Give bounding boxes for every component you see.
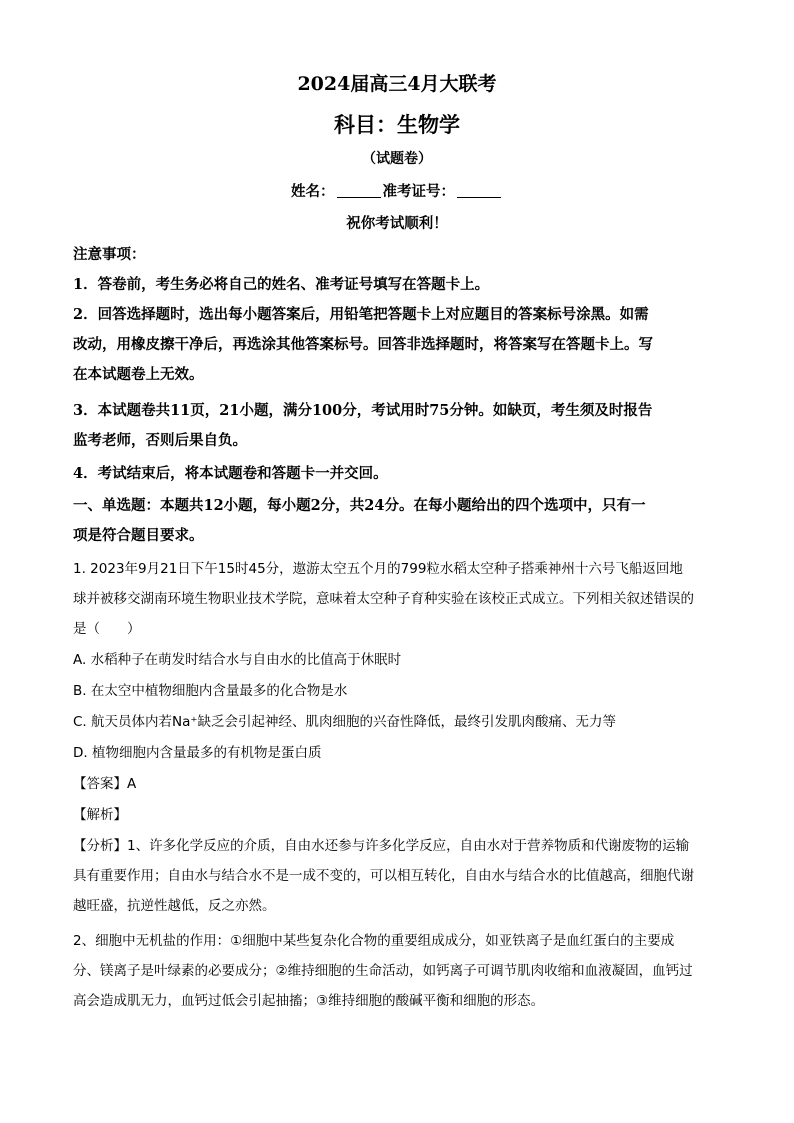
name-blank — [337, 183, 381, 198]
option-d: D. 植物细胞内含量最多的有机物是蛋白质 — [73, 745, 322, 761]
notice-line: 2．回答选择题时，选出每小题答案后，用铅笔把答题卡上对应题目的答案标号涂黑。如需 — [73, 306, 649, 323]
subject-title: 科目：生物学 — [334, 112, 460, 137]
exam-id-label: 准考证号： — [382, 183, 455, 200]
exam-id-blank — [457, 183, 501, 198]
paper-label: （试题卷） — [362, 151, 432, 167]
notice-line: 在本试题卷上无效。 — [73, 366, 204, 383]
notice-item-4 — [73, 459, 723, 489]
analysis-line: 2、细胞中无机盐的作用：①细胞中某些复杂化合物的重要组成成分，如亚铁离子是血红蛋白的主要成 — [73, 933, 675, 949]
section-line: 项是符合题目要求。 — [73, 527, 204, 544]
analysis-paragraph-2 — [73, 926, 723, 1016]
candidate-info-line — [0, 180, 794, 204]
answer-line: 【答案】A — [73, 776, 137, 792]
analysis-line: 高会造成肌无力，血钙过低会引起抽搐；③维持细胞的酸碱平衡和细胞的形态。 — [73, 993, 545, 1009]
notice-line: 改动，用橡皮擦干净后，再选涂其他答案标号。回答非选择题时，将答案写在答题卡上。写 — [73, 336, 653, 353]
notice-line: 监考老师，否则后果自负。 — [73, 432, 247, 449]
analysis-paragraph-1 — [73, 831, 723, 921]
analysis-line: 越旺盛，抗逆性越低，反之亦然。 — [73, 898, 276, 914]
section-line: 一、单选题：本题共12小题，每小题2分，共24分。在每小题给出的四个选项中，只有一 — [73, 497, 646, 514]
option-c: C. 航天员体内若Na⁺缺乏会引起神经、肌肉细胞的兴奋性降低，最终引发肌肉酸痛、无力等 — [73, 714, 617, 730]
section-heading — [73, 491, 723, 551]
stem-line: 球并被移交湖南环境生物职业技术学院，意味着太空种子育种实验在该校正式成立。下列相关叙述错误的 — [73, 591, 694, 607]
stem-line: 是（ ） — [73, 621, 141, 637]
notice-heading: 注意事项： — [73, 246, 146, 263]
name-label: 姓名： — [291, 183, 335, 200]
analysis-line: 具有重要作用；自由水与结合水不是一成不变的，可以相互转化，自由水与结合水的比值越高，细胞代谢 — [73, 868, 694, 884]
option-a: A. 水稻种子在萌发时结合水与自由水的比值高于休眠时 — [73, 652, 402, 668]
notice-item-1 — [73, 270, 723, 300]
notice-item-3 — [73, 396, 723, 456]
exam-title: 2024届高三4月大联考 — [297, 73, 497, 95]
notice-line: 4．考试结束后，将本试题卷和答题卡一并交回。 — [73, 465, 388, 482]
notice-line: 3．本试题卷共11页，21小题，满分100分，考试用时75分钟。如缺页，考生须及时报告 — [73, 402, 653, 419]
stem-line: 1. 2023年9月21日下午15时45分，遨游太空五个月的799粒水稻太空种子搭乘神州十六号飞船返回地 — [73, 561, 683, 577]
analysis-label: 【解析】 — [73, 807, 127, 823]
notice-line: 1．答卷前，考生务必将自己的姓名、准考证号填写在答题卡上。 — [73, 276, 490, 293]
analysis-line: 分、镁离子是叶绿素的必要成分；②维持细胞的生命活动，如钙离子可调节肌肉收缩和血液凝固，血钙过 — [73, 963, 693, 979]
question-1-stem — [73, 554, 723, 644]
notice-item-2 — [73, 300, 723, 390]
option-b: B. 在太空中植物细胞内含量最多的化合物是水 — [73, 683, 348, 699]
good-luck-text: 祝你考试顺利！ — [346, 215, 448, 232]
analysis-line: 【分析】1、许多化学反应的介质，自由水还参与许多化学反应，自由水对于营养物质和代谢废物的运输 — [73, 838, 690, 854]
